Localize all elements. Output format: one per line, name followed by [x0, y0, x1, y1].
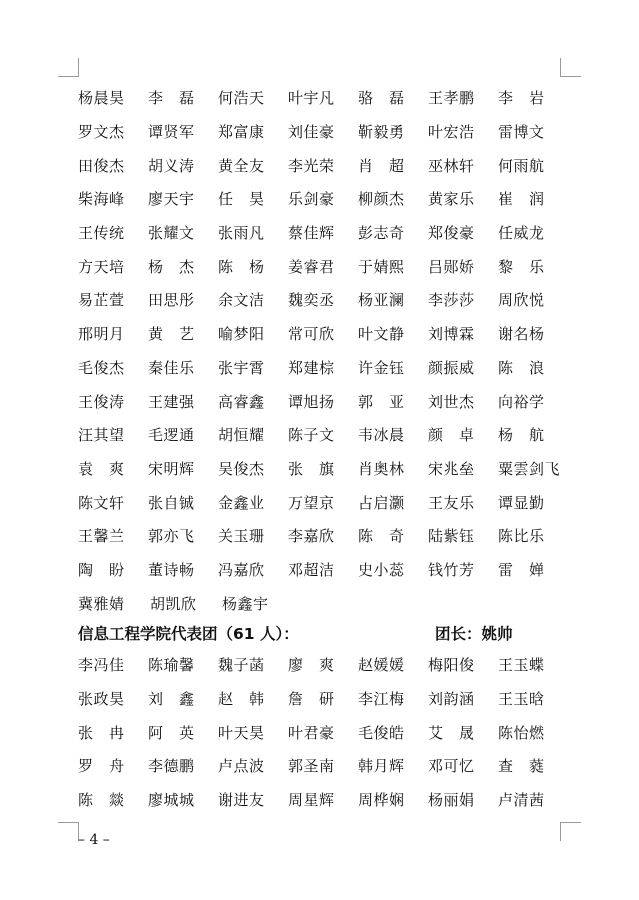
member-name: 向裕学	[498, 392, 545, 411]
member-name: 雷 婵	[498, 560, 545, 579]
name-row	[78, 182, 568, 216]
member-name: 黄家乐	[428, 190, 475, 209]
member-name: 田俊杰	[78, 156, 125, 175]
member-name: 杨丽娟	[428, 791, 475, 810]
member-name: 钱竹芳	[428, 560, 475, 579]
member-name: 叶天昊	[218, 723, 265, 742]
member-name: 李 磊	[148, 89, 195, 108]
member-name: 谭显勤	[498, 493, 545, 512]
member-name: 廖 爽	[288, 656, 335, 675]
member-name: 张雨凡	[218, 224, 265, 243]
member-name: 姜睿君	[288, 257, 335, 276]
member-name: 周星辉	[288, 791, 335, 810]
member-name: 张 旗	[288, 459, 335, 478]
delegation-leader: 团长：姚帅	[435, 625, 513, 643]
member-name: 陈瑜馨	[148, 656, 195, 675]
member-name: 肖奥林	[358, 459, 405, 478]
member-name: 汪其望	[78, 426, 125, 445]
member-name: 李光荣	[288, 156, 335, 175]
member-name: 郑建棕	[288, 358, 335, 377]
member-name: 胡凯欣	[150, 594, 197, 613]
name-row	[78, 715, 568, 749]
member-name: 颜 卓	[428, 426, 475, 445]
member-name: 吕郧娇	[428, 257, 475, 276]
name-row	[78, 81, 568, 115]
name-row	[78, 283, 568, 317]
member-name: 许金钰	[358, 358, 405, 377]
member-name: 杨晨昊	[78, 89, 125, 108]
member-name: 方天培	[78, 257, 125, 276]
member-name: 史小蕊	[358, 560, 405, 579]
member-name: 张 冉	[78, 723, 125, 742]
member-name: 叶宏浩	[428, 123, 475, 142]
member-name: 肖 超	[358, 156, 405, 175]
member-name: 王传统	[78, 224, 125, 243]
member-name: 谭旭扬	[288, 392, 335, 411]
member-name: 叶文静	[358, 325, 405, 344]
member-name: 喻梦阳	[218, 325, 265, 344]
member-name: 张政昊	[78, 690, 125, 709]
member-name: 郭亦飞	[148, 527, 195, 546]
crop-mark-top-left	[58, 58, 79, 77]
delegation-title: 信息工程学院代表团（61 人）：	[78, 625, 299, 643]
member-name: 胡义涛	[148, 156, 195, 175]
page-number: – 4 –	[78, 832, 110, 848]
member-name: 黄全友	[218, 156, 265, 175]
member-name: 罗文杰	[78, 123, 125, 142]
member-name: 田思彤	[148, 291, 195, 310]
member-name: 陈 燚	[78, 791, 125, 810]
member-name: 谢名杨	[498, 325, 545, 344]
member-name: 李江梅	[358, 690, 405, 709]
member-name: 谢进友	[218, 791, 265, 810]
member-name: 查 蕤	[498, 757, 545, 776]
member-name: 廖天宇	[148, 190, 195, 209]
member-name: 郭 亚	[358, 392, 405, 411]
name-row	[78, 783, 568, 817]
member-name-grid-bottom	[78, 648, 568, 816]
crop-mark-top-right	[560, 58, 581, 77]
name-row	[78, 148, 568, 182]
name-row	[78, 249, 568, 283]
member-name: 万望京	[288, 493, 335, 512]
member-name: 崔 润	[498, 190, 545, 209]
member-name: 颜振威	[428, 358, 475, 377]
member-name: 陈 杨	[218, 257, 265, 276]
member-name: 毛俊杰	[78, 358, 125, 377]
member-name: 陈怡燃	[498, 723, 545, 742]
name-row	[78, 452, 568, 486]
member-name: 李莎莎	[428, 291, 475, 310]
name-row	[78, 553, 568, 587]
member-name: 于婧熙	[358, 257, 405, 276]
member-name: 李冯佳	[78, 656, 125, 675]
member-name: 彭志奇	[358, 224, 405, 243]
crop-mark-bottom-left	[58, 822, 79, 841]
name-row	[78, 586, 568, 620]
member-name: 杨 杰	[148, 257, 195, 276]
member-name: 杨亚澜	[358, 291, 405, 310]
member-name: 王孝鹏	[428, 89, 475, 108]
member-name: 毛逻通	[148, 426, 195, 445]
member-name: 王玉蝶	[498, 656, 545, 675]
member-name: 巫林轩	[428, 156, 475, 175]
member-name: 刘世杰	[428, 392, 475, 411]
name-row	[78, 519, 568, 553]
member-name: 叶君豪	[288, 723, 335, 742]
member-name: 陈文轩	[78, 493, 125, 512]
member-name: 郭圣南	[288, 757, 335, 776]
member-name: 骆 磊	[358, 89, 405, 108]
member-name: 魏奕丞	[288, 291, 335, 310]
member-name-grid-top	[78, 81, 568, 620]
name-row	[78, 351, 568, 385]
member-name: 叶宇凡	[288, 89, 335, 108]
member-name: 谭贤军	[148, 123, 195, 142]
member-name: 冀雅婧	[78, 594, 125, 613]
member-name: 刘佳豪	[288, 123, 335, 142]
member-name: 常可欣	[288, 325, 335, 344]
member-name: 邓超洁	[288, 560, 335, 579]
name-row	[78, 648, 568, 682]
member-name: 陈子文	[288, 426, 335, 445]
member-name: 梅阳俊	[428, 656, 475, 675]
member-name: 靳毅勇	[358, 123, 405, 142]
name-row	[78, 418, 568, 452]
name-row	[78, 115, 568, 149]
member-name: 易芷萱	[78, 291, 125, 310]
member-name: 张自铖	[148, 493, 195, 512]
member-name: 张耀文	[148, 224, 195, 243]
member-name: 何浩天	[218, 89, 265, 108]
member-name: 卢清茜	[498, 791, 545, 810]
member-name: 何雨航	[498, 156, 545, 175]
member-name: 冯嘉欣	[218, 560, 265, 579]
member-name: 乐剑豪	[288, 190, 335, 209]
member-name: 关玉珊	[218, 527, 265, 546]
member-name: 魏子菡	[218, 656, 265, 675]
member-name: 刘博霖	[428, 325, 475, 344]
member-name: 王俊涛	[78, 392, 125, 411]
name-row	[78, 384, 568, 418]
crop-mark-bottom-right	[560, 822, 581, 841]
member-name: 陆紫钰	[428, 527, 475, 546]
member-name: 刘韵涵	[428, 690, 475, 709]
member-name: 粟雲剑飞	[498, 459, 561, 478]
member-name: 周桦娴	[358, 791, 405, 810]
member-name: 王馨兰	[78, 527, 125, 546]
member-name: 詹 研	[288, 690, 335, 709]
member-name: 杨鑫宇	[222, 594, 269, 613]
member-name: 张宇霄	[218, 358, 265, 377]
delegation-heading	[78, 619, 558, 647]
member-name: 陶 盼	[78, 560, 125, 579]
member-name: 李德鹏	[148, 757, 195, 776]
member-name: 黎 乐	[498, 257, 545, 276]
member-name: 阿 英	[148, 723, 195, 742]
member-name: 吴俊杰	[218, 459, 265, 478]
name-row	[78, 317, 568, 351]
member-name: 赵媛媛	[358, 656, 405, 675]
member-name: 柴海峰	[78, 190, 125, 209]
member-name: 袁 爽	[78, 459, 125, 478]
member-name: 邢明月	[78, 325, 125, 344]
member-name: 罗 舟	[78, 757, 125, 776]
member-name: 宋明辉	[148, 459, 195, 478]
member-name: 廖城城	[148, 791, 195, 810]
member-name: 刘 鑫	[148, 690, 195, 709]
member-name: 艾 晟	[428, 723, 475, 742]
name-row	[78, 682, 568, 716]
member-name: 郑富康	[218, 123, 265, 142]
member-name: 卢点波	[218, 757, 265, 776]
member-name: 李 岩	[498, 89, 545, 108]
member-name: 金鑫业	[218, 493, 265, 512]
member-name: 陈 浪	[498, 358, 545, 377]
member-name: 任威龙	[498, 224, 545, 243]
member-name: 柳颜杰	[358, 190, 405, 209]
member-name: 宋兆垒	[428, 459, 475, 478]
name-row	[78, 216, 568, 250]
member-name: 雷博文	[498, 123, 545, 142]
name-row	[78, 749, 568, 783]
member-name: 陈 奇	[358, 527, 405, 546]
member-name: 王友乐	[428, 493, 475, 512]
member-name: 邓可忆	[428, 757, 475, 776]
member-name: 黄 艺	[148, 325, 195, 344]
member-name: 胡恒耀	[218, 426, 265, 445]
member-name: 占启灏	[358, 493, 405, 512]
member-name: 周欣悦	[498, 291, 545, 310]
member-name: 韦冰晨	[358, 426, 405, 445]
member-name: 陈比乐	[498, 527, 545, 546]
member-name: 秦佳乐	[148, 358, 195, 377]
member-name: 蔡佳辉	[288, 224, 335, 243]
member-name: 王玉晗	[498, 690, 545, 709]
member-name: 赵 韩	[218, 690, 265, 709]
name-row	[78, 485, 568, 519]
member-name: 韩月辉	[358, 757, 405, 776]
member-name: 董诗畅	[148, 560, 195, 579]
member-name: 毛俊皓	[358, 723, 405, 742]
member-name: 余文洁	[218, 291, 265, 310]
member-name: 王建强	[148, 392, 195, 411]
member-name: 杨 航	[498, 426, 545, 445]
member-name: 李嘉欣	[288, 527, 335, 546]
member-name: 任 昊	[218, 190, 265, 209]
member-name: 高睿鑫	[218, 392, 265, 411]
member-name: 郑俊豪	[428, 224, 475, 243]
